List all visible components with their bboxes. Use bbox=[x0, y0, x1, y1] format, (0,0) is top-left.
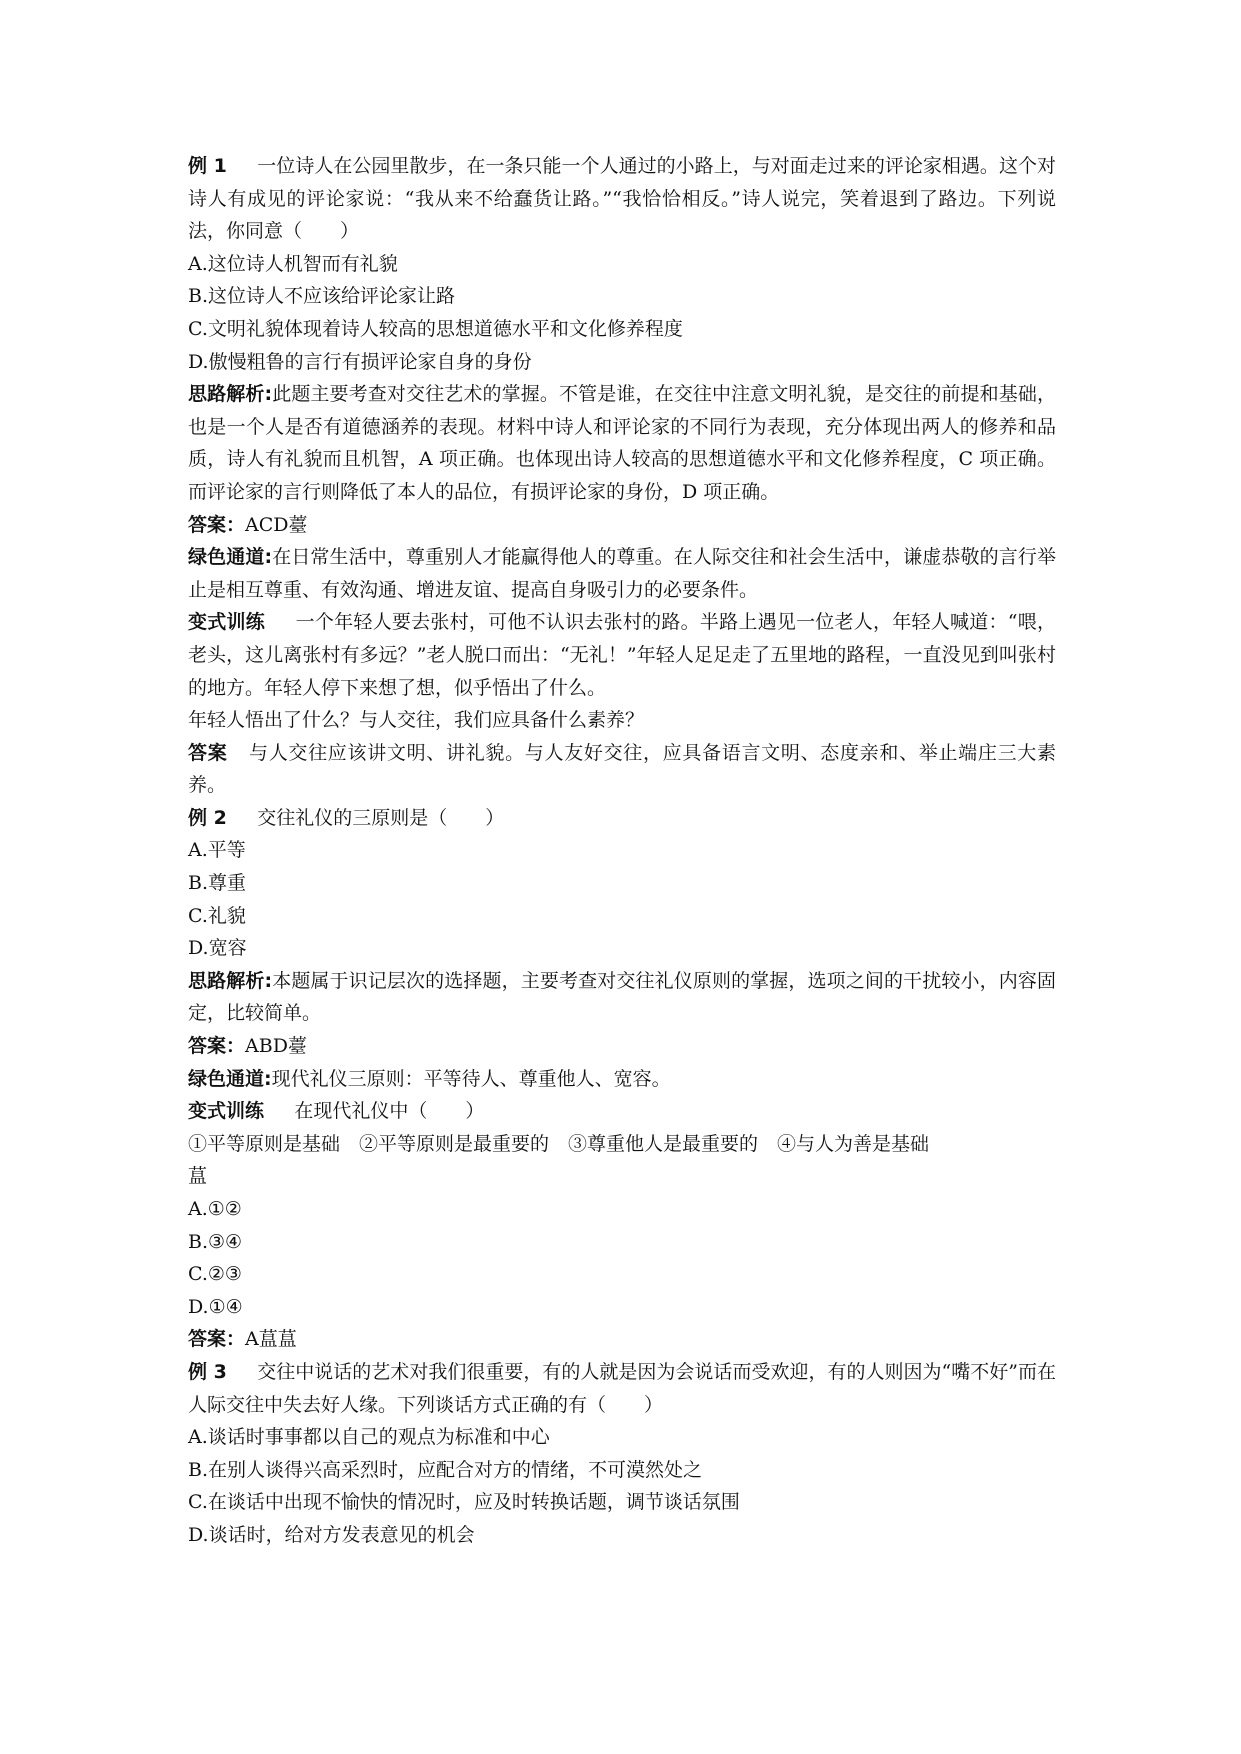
answer-value: ABD bbox=[245, 1035, 288, 1058]
variant-paragraph bbox=[188, 1095, 1056, 1128]
question-text: 一位诗人在公园里散步，在一条只能一个人通过的小路上，与对面走过来的评论家相遇。这个对诗人有成见的评论家说：“我从来不给蠢货让路。”“我恰恰相反。”诗人说完，笑着退到了路边。下列说法，你同意（ ） bbox=[188, 155, 1056, 243]
option-c: C.礼貌 bbox=[188, 904, 246, 927]
example-label: 例 2 bbox=[188, 806, 227, 829]
variant-answer-text: 与人交往应该讲文明、讲礼貌。与人友好交往，应具备语言文明、态度亲和、举止端庄三大素养。 bbox=[188, 741, 1056, 797]
option-a: A.①② bbox=[188, 1198, 242, 1220]
answer-label: 答案： bbox=[188, 1035, 246, 1058]
variant-answer-label: 答案 bbox=[188, 741, 228, 764]
option-d: D.傲慢粗鲁的言行有损评论家自身的身份 bbox=[188, 350, 532, 373]
statements-text: ①平等原则是基础 ②平等原则是最重要的 ③尊重他人是最重要的 ④与人为善是基础 bbox=[188, 1132, 930, 1155]
answer-tail: 薹 bbox=[288, 513, 308, 536]
option-a: A.平等 bbox=[188, 839, 246, 862]
statements-tail: 蒀 bbox=[188, 1165, 208, 1188]
analysis-label: 思路解析: bbox=[188, 383, 273, 406]
option-c: C.在谈话中出现不愉快的情况时，应及时转换话题，调节谈话氛围 bbox=[188, 1491, 740, 1514]
option-d: D.谈话时，给对方发表意见的机会 bbox=[188, 1523, 475, 1546]
example-label: 例 1 bbox=[188, 155, 227, 177]
option-a: A.这位诗人机智而有礼貌 bbox=[188, 252, 398, 275]
variant-paragraph bbox=[188, 606, 1056, 704]
question-text: 交往中说话的艺术对我们很重要，有的人就是因为会说话而受欢迎，有的人则因为“嘴不好”而在人际交往中失去好人缘。下列谈话方式正确的有（ ） bbox=[188, 1360, 1056, 1416]
answer-line bbox=[188, 1030, 1056, 1063]
analysis-text: 本题属于识记层次的选择题，主要考查对交往礼仪原则的掌握，选项之间的干扰较小，内容固定，比较简单。 bbox=[188, 969, 1056, 1025]
variant-answer-label: 答案： bbox=[188, 1328, 246, 1351]
answer-line bbox=[188, 509, 1056, 542]
analysis-paragraph bbox=[188, 378, 1056, 508]
analysis-text: 此题主要考查对交往艺术的掌握。不管是谁，在交往中注意文明礼貌，是交往的前提和基础，也是一个人是否有道德涵养的表现。材料中诗人和评论家的不同行为表现，充分体现出两人的修养和品质，诗人有礼貌而且机智，A 项正确。也体现出诗人较高的思想道德水平和文化修养程度，C 项正确。而评论家的言行则降低了本人的品位，有损评论家的身份，D 项正确。 bbox=[188, 383, 1056, 503]
option-b: B.这位诗人不应该给评论家让路 bbox=[188, 285, 456, 308]
example-2-question bbox=[188, 802, 1056, 835]
option-b: B.尊重 bbox=[188, 872, 247, 895]
green-channel-paragraph bbox=[188, 541, 1056, 606]
variant-answer-value: A bbox=[245, 1328, 259, 1351]
option-c: C.②③ bbox=[188, 1263, 242, 1286]
example-3-question bbox=[188, 1356, 1056, 1421]
variant-text: 在现代礼仪中（ ） bbox=[294, 1100, 485, 1123]
analysis-paragraph bbox=[188, 965, 1056, 1030]
green-channel-text: 现代礼仪三原则：平等待人、尊重他人、宽容。 bbox=[271, 1067, 671, 1090]
variant-label: 变式训练 bbox=[188, 1100, 265, 1123]
example-label: 例 3 bbox=[188, 1360, 227, 1383]
green-channel-text: 在日常生活中，尊重别人才能赢得他人的尊重。在人际交往和社会生活中，谦虚恭敬的言行举止是相互尊重、有效沟通、增进友谊、提高自身吸引力的必要条件。 bbox=[188, 546, 1056, 601]
question-text: 交往礼仪的三原则是（ ） bbox=[257, 806, 505, 829]
analysis-label: 思路解析: bbox=[188, 969, 273, 992]
green-channel-label: 绿色通道: bbox=[188, 1067, 272, 1090]
variant-label: 变式训练 bbox=[188, 611, 265, 634]
option-b: B.③④ bbox=[188, 1230, 243, 1253]
option-a: A.谈话时事事都以自己的观点为标准和中心 bbox=[188, 1426, 550, 1449]
variant-answer-tail: 蒀蒀 bbox=[258, 1328, 297, 1351]
variant-answer bbox=[188, 737, 1056, 802]
document-page bbox=[188, 150, 1056, 1552]
variant-question: 年轻人悟出了什么？与人交往，我们应具备什么素养？ bbox=[188, 709, 645, 732]
option-d: D.宽容 bbox=[188, 937, 247, 960]
example-1-question bbox=[188, 150, 1056, 248]
option-b: B.在别人谈得兴高采烈时，应配合对方的情绪，不可漠然处之 bbox=[188, 1458, 703, 1481]
variant-text: 一个年轻人要去张村，可他不认识去张村的路。半路上遇见一位老人，年轻人喊道：“喂，老头，这儿离张村有多远？”老人脱口而出：“无礼！”年轻人足足走了五里地的路程，一直没见到叫张村的地方。年轻人停下来想了想，似乎悟出了什么。 bbox=[188, 611, 1056, 699]
answer-label: 答案： bbox=[188, 513, 246, 536]
variant-answer bbox=[188, 1323, 1056, 1356]
green-channel-label: 绿色通道: bbox=[188, 546, 273, 569]
answer-value: ACD bbox=[245, 513, 289, 536]
green-channel-paragraph bbox=[188, 1063, 1056, 1096]
option-d: D.①④ bbox=[188, 1295, 243, 1318]
option-c: C.文明礼貌体现着诗人较高的思想道德水平和文化修养程度 bbox=[188, 317, 683, 340]
answer-tail: 薹 bbox=[287, 1035, 307, 1058]
statements-line bbox=[188, 1128, 1056, 1193]
